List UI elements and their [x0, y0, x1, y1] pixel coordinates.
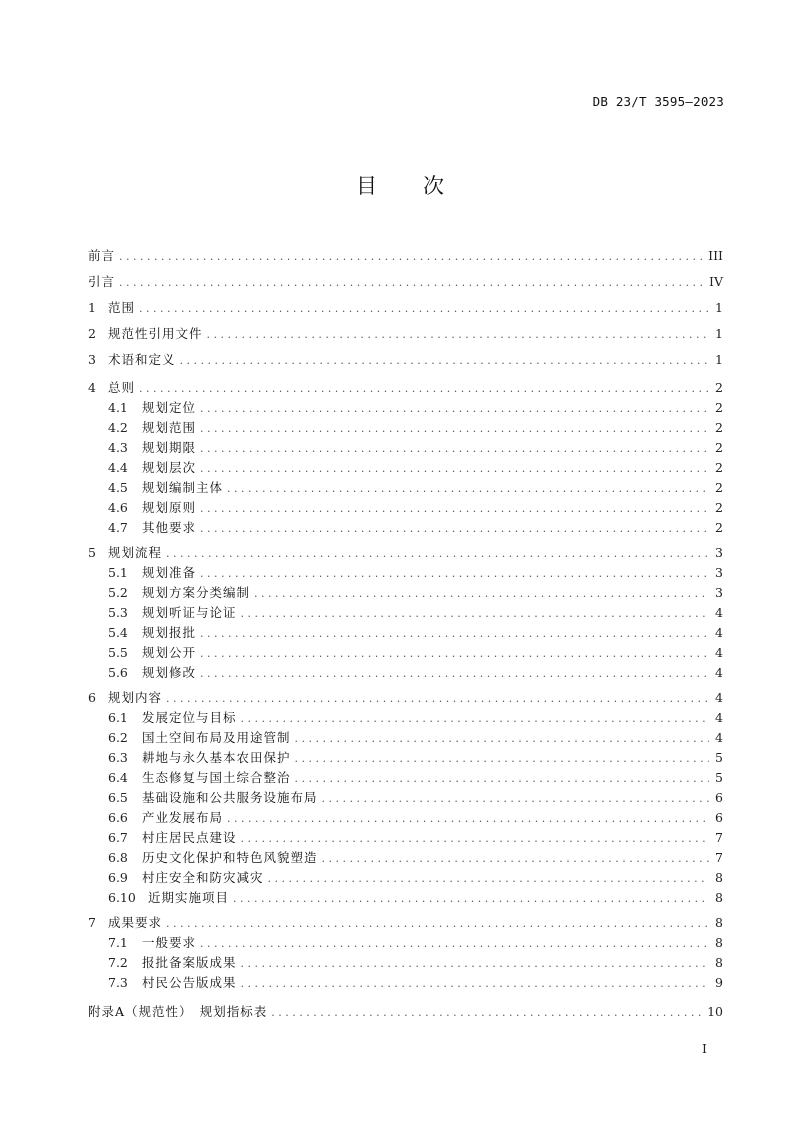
- dot-leader: [241, 709, 709, 729]
- page-title: 目次: [356, 174, 490, 198]
- toc-entry-page: 2: [715, 380, 723, 395]
- toc-entry-number: 5: [88, 545, 96, 560]
- toc-entry-page: 4: [715, 605, 723, 620]
- dot-leader: [200, 624, 709, 644]
- toc-entry-4-3[interactable]: [88, 438, 723, 458]
- toc-entry-label: 规划编制主体: [142, 480, 224, 495]
- toc-entry-7-3[interactable]: [88, 973, 723, 993]
- toc-entry-label: 发展定位与目标: [142, 710, 237, 725]
- dot-leader: [207, 322, 709, 348]
- toc-entry-4-4[interactable]: [88, 458, 723, 478]
- toc-entry-4-1[interactable]: [88, 398, 723, 418]
- toc-entry-page: 10: [707, 1004, 723, 1019]
- dot-leader: [241, 829, 709, 849]
- dot-leader: [200, 419, 709, 439]
- dot-leader: [139, 379, 709, 399]
- toc-entry-page: 5: [715, 770, 723, 785]
- toc-entry-number: 4.2: [108, 420, 128, 435]
- toc-entry-label: 规划期限: [142, 440, 197, 455]
- toc-entry-number: 5.6: [108, 665, 128, 680]
- toc-entry-page: 4: [715, 625, 723, 640]
- toc-entry-6-4[interactable]: [88, 768, 723, 788]
- toc-entry-number: 4.5: [108, 480, 128, 495]
- dot-leader: [200, 664, 709, 684]
- toc-entry-6-1[interactable]: [88, 708, 723, 728]
- toc-entry-label: 前言: [88, 248, 116, 263]
- toc-entry-2[interactable]: [88, 321, 723, 347]
- toc-entry-number: 3: [88, 352, 96, 367]
- toc-entry-label: 规划流程: [108, 545, 163, 560]
- dot-leader: [200, 399, 709, 419]
- toc-entry-page: 2: [715, 480, 723, 495]
- toc-entry-number: 6.3: [108, 750, 128, 765]
- toc-entry-page: 8: [715, 870, 723, 885]
- toc-entry-6-6[interactable]: [88, 808, 723, 828]
- toc-entry-number: 6.5: [108, 790, 128, 805]
- toc-entry-label: 村民公告版成果: [142, 975, 237, 990]
- toc-entry-label: 基础设施和公共服务设施布局: [142, 790, 318, 805]
- toc-entry-number: 6.6: [108, 810, 128, 825]
- toc-entry-page: 4: [715, 730, 723, 745]
- toc-entry-label: 规划原则: [142, 500, 197, 515]
- toc-entry-5-5[interactable]: [88, 643, 723, 663]
- toc-entry-7-2[interactable]: [88, 953, 723, 973]
- toc-entry-page: 2: [715, 500, 723, 515]
- toc-entry-appendix-a[interactable]: [88, 999, 723, 1025]
- toc-entry-page: 6: [715, 810, 723, 825]
- toc-entry-5-2[interactable]: [88, 583, 723, 603]
- toc-entry-label: 规划方案分类编制: [142, 585, 251, 600]
- toc-entry-page: 8: [715, 935, 723, 950]
- toc-entry-7-1[interactable]: [88, 933, 723, 953]
- toc-entry-page: 7: [715, 850, 723, 865]
- toc-entry-number: 4.3: [108, 440, 128, 455]
- toc-entry-7[interactable]: [88, 913, 723, 933]
- toc-entry-label: 规划内容: [108, 690, 163, 705]
- dot-leader: [119, 244, 704, 270]
- toc-entry-label: 报批备案版成果: [142, 955, 237, 970]
- page-number: I: [702, 1041, 707, 1056]
- toc-entry-number: 6.2: [108, 730, 128, 745]
- toc-entry-label: 引言: [88, 274, 116, 289]
- toc-entry-label: 村庄居民点建设: [142, 830, 237, 845]
- dot-leader: [233, 889, 709, 909]
- toc-entry-page: 4: [715, 690, 723, 705]
- dot-leader: [180, 348, 709, 374]
- toc-entry-4-5[interactable]: [88, 478, 723, 498]
- toc-entry-label: 规范性引用文件: [108, 326, 203, 341]
- dot-leader: [322, 789, 709, 809]
- dot-leader: [119, 270, 705, 296]
- toc-entry-5-1[interactable]: [88, 563, 723, 583]
- toc-entry-page: 1: [715, 352, 723, 367]
- toc-entry-page: 3: [715, 585, 723, 600]
- dot-leader: [200, 644, 709, 664]
- dot-leader: [268, 869, 709, 889]
- toc-entry-page: 4: [715, 665, 723, 680]
- toc-entry-label: 耕地与永久基本农田保护: [142, 750, 291, 765]
- toc-entry-6-3[interactable]: [88, 748, 723, 768]
- toc-entry-1[interactable]: [88, 295, 723, 321]
- toc-entry-number: 2: [88, 326, 96, 341]
- dot-leader: [295, 769, 709, 789]
- toc-entry-page: 2: [715, 440, 723, 455]
- toc-entry-5[interactable]: [88, 543, 723, 563]
- toc-entry-6-8[interactable]: [88, 848, 723, 868]
- toc-entry-label: 规划范围: [142, 420, 197, 435]
- toc-entry-5-3[interactable]: [88, 603, 723, 623]
- toc-entry-label: 规划修改: [142, 665, 197, 680]
- toc-entry-page: 8: [715, 915, 723, 930]
- dot-leader: [227, 479, 709, 499]
- toc-entry-number: 6.8: [108, 850, 128, 865]
- dot-leader: [166, 689, 709, 709]
- toc-entry-label: 国土空间布局及用途管制: [142, 730, 291, 745]
- toc-entry-page: 8: [715, 890, 723, 905]
- dot-leader: [322, 849, 709, 869]
- toc-entry-page: 2: [715, 460, 723, 475]
- toc-entry-number: 1: [88, 300, 96, 315]
- toc-entry-label: 其他要求: [142, 520, 197, 535]
- toc-entry-number: 6.4: [108, 770, 128, 785]
- dot-leader: [241, 974, 709, 994]
- toc-entry-number: 5.4: [108, 625, 128, 640]
- toc-entry-page: 2: [715, 420, 723, 435]
- toc-entry-page: 8: [715, 955, 723, 970]
- toc-entry-page: 1: [715, 300, 723, 315]
- toc-entry-page: 1: [715, 326, 723, 341]
- dot-leader: [241, 954, 709, 974]
- toc-entry-page: 2: [715, 520, 723, 535]
- toc-entry-number: 7.3: [108, 975, 128, 990]
- toc-entry-number: 6.9: [108, 870, 128, 885]
- toc-entry-label: 产业发展布局: [142, 810, 224, 825]
- toc-entry-4[interactable]: [88, 378, 723, 398]
- document-code: DB 23/T 3595—2023: [592, 94, 724, 109]
- toc-entry-number: 4.1: [108, 400, 128, 415]
- dot-leader: [295, 749, 709, 769]
- toc-entry-number: 5.1: [108, 565, 128, 580]
- dot-leader: [200, 519, 709, 539]
- toc-entry-4-6[interactable]: [88, 498, 723, 518]
- toc-entry-page: III: [708, 248, 723, 263]
- toc-entry-label: 规划听证与论证: [142, 605, 237, 620]
- toc-entry-number: 7.1: [108, 935, 128, 950]
- toc-entry-label: 附录A（规范性） 规划指标表: [88, 1004, 268, 1019]
- dot-leader: [271, 1000, 703, 1026]
- toc-entry-3[interactable]: [88, 347, 723, 373]
- toc-entry-label: 范围: [108, 300, 136, 315]
- toc-entry-label: 规划报批: [142, 625, 197, 640]
- dot-leader: [166, 914, 709, 934]
- toc-entry-label: 规划公开: [142, 645, 197, 660]
- toc-entry-page: 9: [715, 975, 723, 990]
- toc-entry-number: 4.4: [108, 460, 128, 475]
- toc-entry-number: 5.5: [108, 645, 128, 660]
- toc-entry-label: 成果要求: [108, 915, 163, 930]
- toc-entry-number: 6.10: [108, 890, 136, 905]
- toc-entry-5-6[interactable]: [88, 663, 723, 683]
- toc-entry-introduction[interactable]: [88, 269, 723, 295]
- toc-entry-page: 4: [715, 710, 723, 725]
- dot-leader: [227, 809, 709, 829]
- toc-entry-label: 一般要求: [142, 935, 197, 950]
- dot-leader: [200, 459, 709, 479]
- dot-leader: [200, 439, 709, 459]
- toc-entry-label: 村庄安全和防灾减灾: [142, 870, 264, 885]
- toc-entry-page: 7: [715, 830, 723, 845]
- dot-leader: [200, 564, 709, 584]
- toc-entry-number: 4.7: [108, 520, 128, 535]
- toc-entry-label: 历史文化保护和特色风貌塑造: [142, 850, 318, 865]
- dot-leader: [295, 729, 709, 749]
- toc-entry-page: 6: [715, 790, 723, 805]
- toc-entry-6-9[interactable]: [88, 868, 723, 888]
- toc-entry-foreword[interactable]: [88, 243, 723, 269]
- toc-entry-page: 2: [715, 400, 723, 415]
- toc-entry-number: 4.6: [108, 500, 128, 515]
- toc-entry-page: 5: [715, 750, 723, 765]
- toc-entry-page: IV: [709, 274, 723, 289]
- toc-entry-4-2[interactable]: [88, 418, 723, 438]
- toc-entry-number: 7: [88, 915, 96, 930]
- toc-entry-label: 规划定位: [142, 400, 197, 415]
- toc-entry-label: 规划层次: [142, 460, 197, 475]
- toc-entry-6-5[interactable]: [88, 788, 723, 808]
- toc-entry-6-10[interactable]: [88, 888, 723, 908]
- toc-entry-number: 5.3: [108, 605, 128, 620]
- toc-entry-number: 6.1: [108, 710, 128, 725]
- toc-entry-number: 6: [88, 690, 96, 705]
- dot-leader: [254, 584, 709, 604]
- toc-entry-label: 生态修复与国土综合整治: [142, 770, 291, 785]
- toc-entry-6[interactable]: [88, 688, 723, 708]
- toc-entry-number: 4: [88, 380, 96, 395]
- dot-leader: [241, 604, 709, 624]
- toc-entry-label: 总则: [108, 380, 136, 395]
- toc-entry-page: 4: [715, 645, 723, 660]
- table-of-contents: [88, 243, 723, 1025]
- dot-leader: [166, 544, 709, 564]
- toc-entry-label: 近期实施项目: [148, 890, 230, 905]
- toc-entry-number: 5.2: [108, 585, 128, 600]
- toc-entry-label: 规划准备: [142, 565, 197, 580]
- toc-entry-6-7[interactable]: [88, 828, 723, 848]
- toc-entry-4-7[interactable]: [88, 518, 723, 538]
- dot-leader: [200, 499, 709, 519]
- dot-leader: [200, 934, 709, 954]
- toc-entry-5-4[interactable]: [88, 623, 723, 643]
- toc-entry-page: 3: [715, 545, 723, 560]
- toc-entry-6-2[interactable]: [88, 728, 723, 748]
- dot-leader: [139, 296, 709, 322]
- toc-entry-label: 术语和定义: [108, 352, 176, 367]
- toc-entry-page: 3: [715, 565, 723, 580]
- toc-entry-number: 7.2: [108, 955, 128, 970]
- toc-entry-number: 6.7: [108, 830, 128, 845]
